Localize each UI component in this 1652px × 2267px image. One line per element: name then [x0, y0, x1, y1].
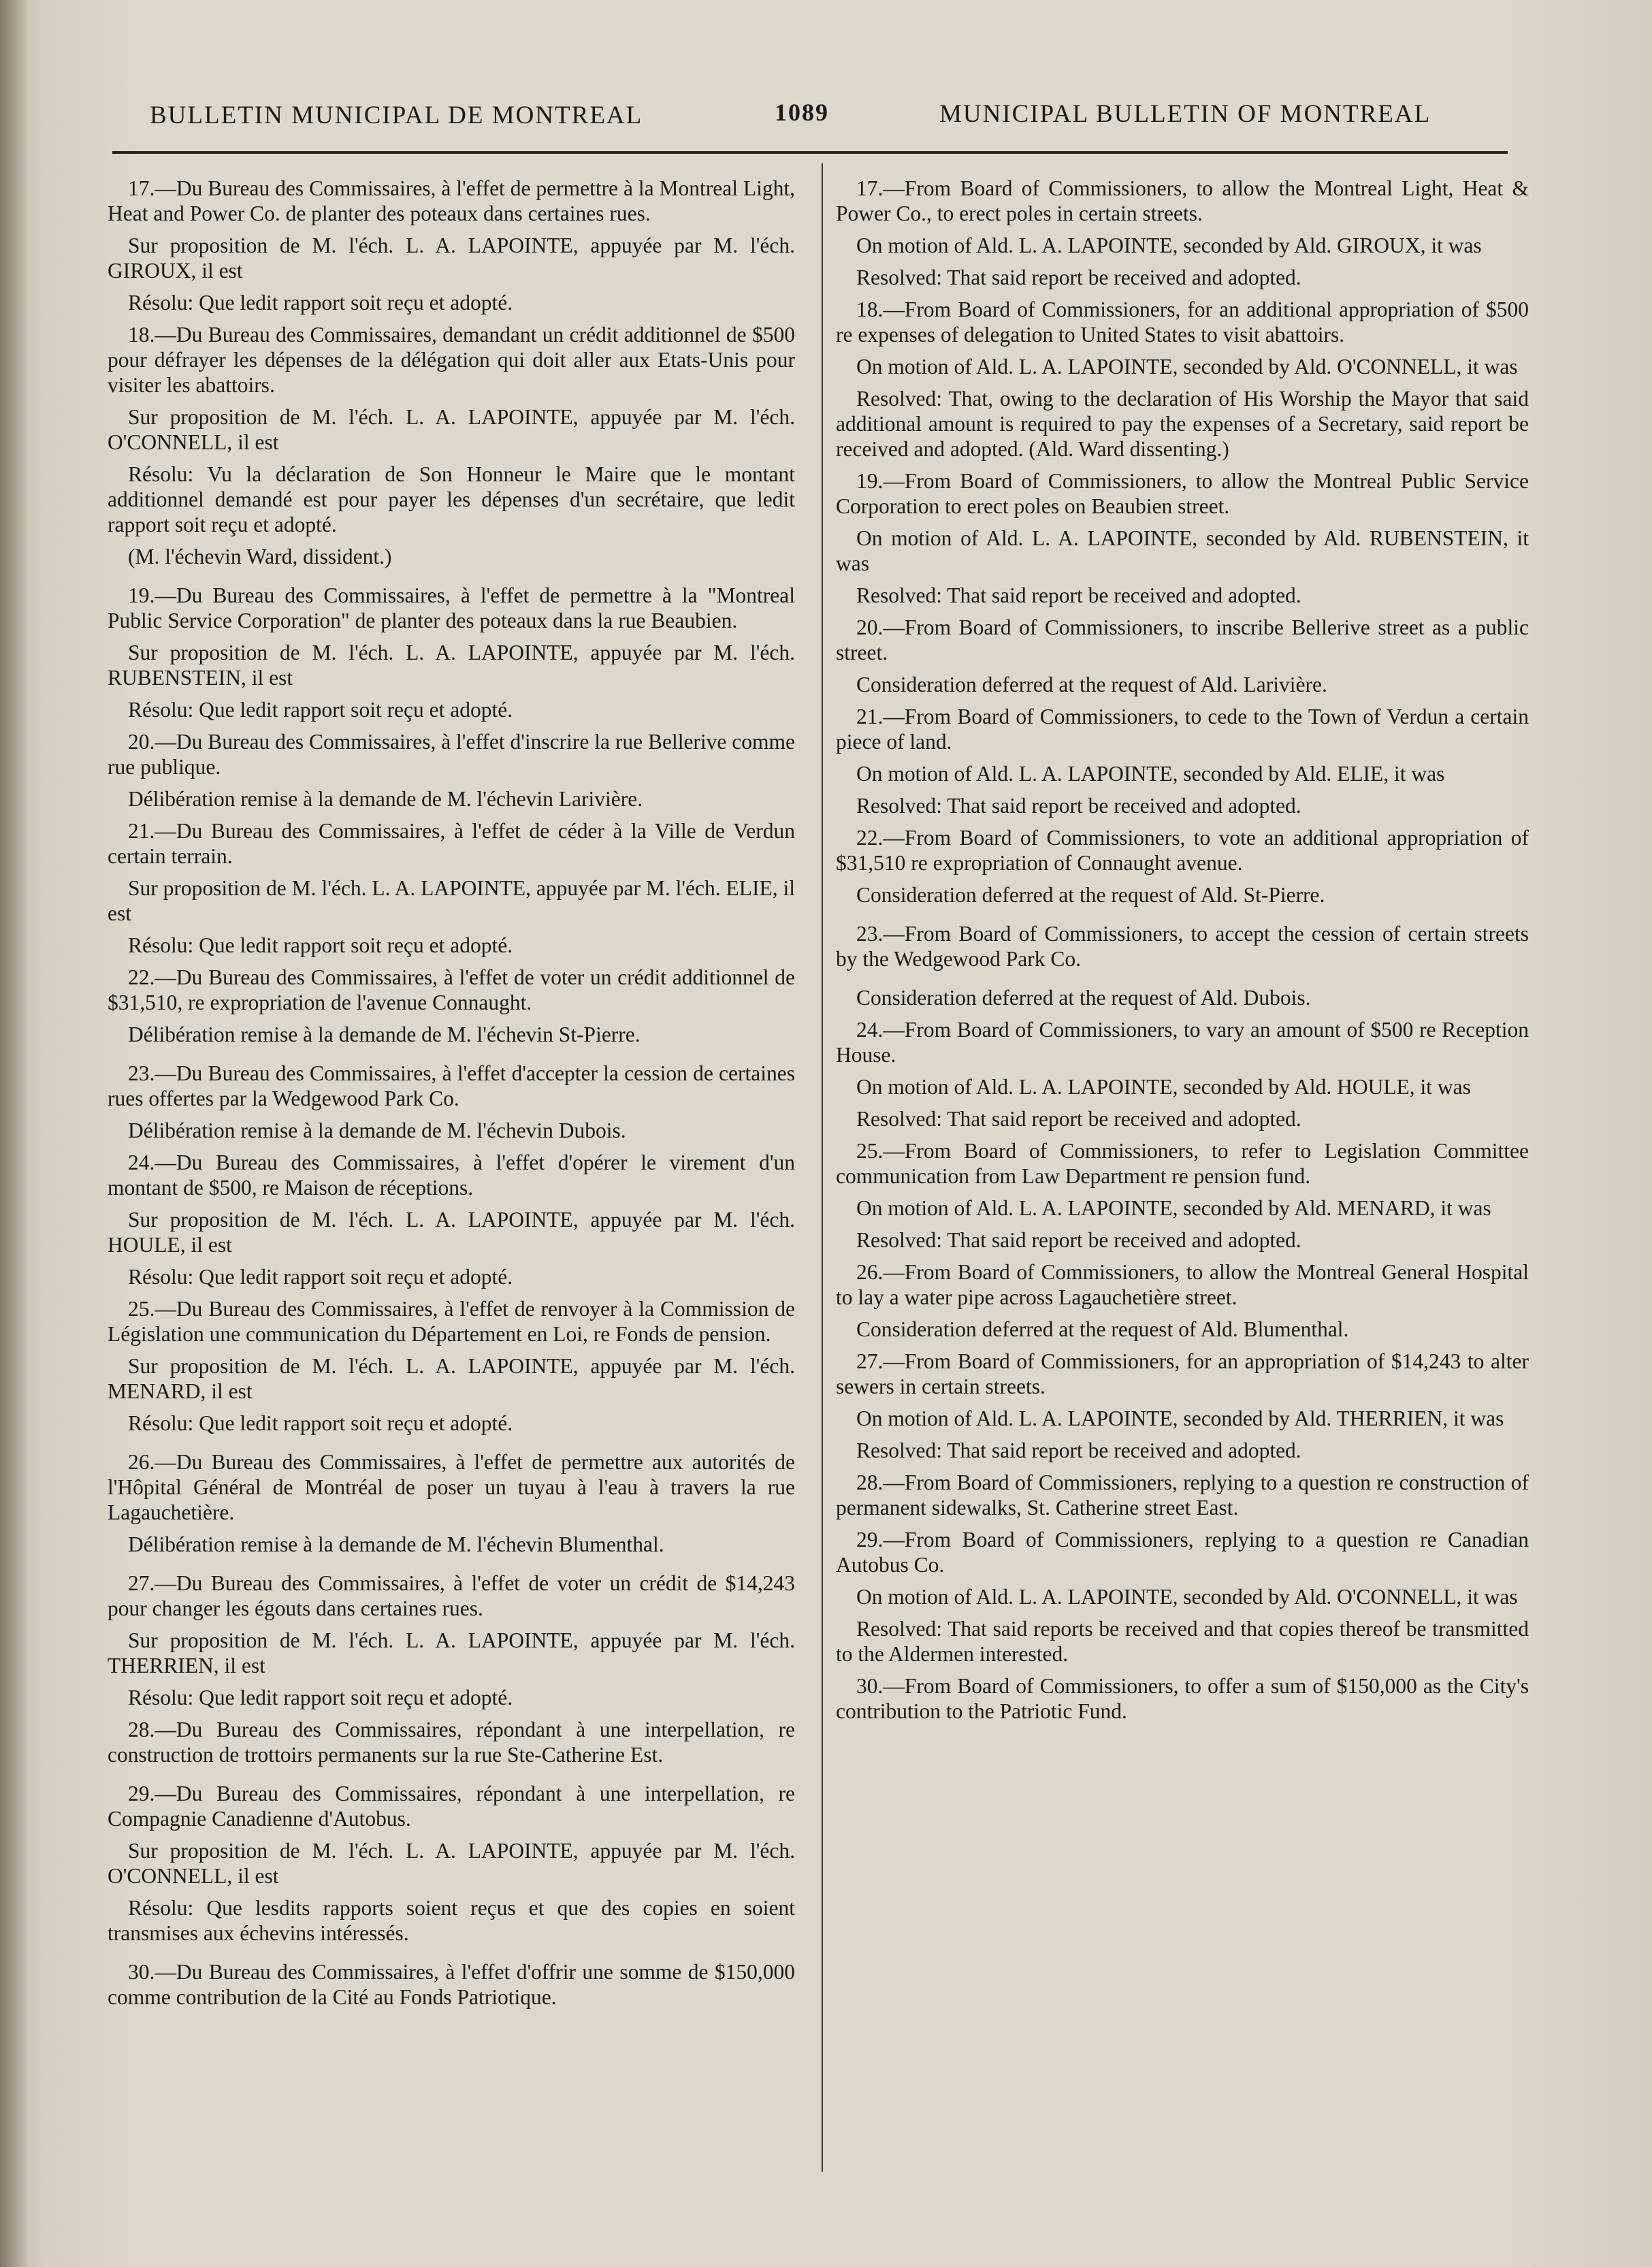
- paragraph: Sur proposition de M. l'éch. L. A. LAPOINTE, appuyée par M. l'éch. MENARD, il est: [108, 1354, 795, 1403]
- paragraph: Resolved: That said report be received and adopted.: [856, 1107, 1301, 1131]
- paragraph: Resolved: That, owing to the declaration of His Worship the Mayor that said additional amount is required to pay the expenses of a Secretary, said report be received and adopted. (Ald. Ward dissenting.): [836, 387, 1529, 461]
- paragraph: Résolu: Que lesdits rapports soient reçus et que des copies en soient transmises aux échevins intéressés.: [108, 1896, 795, 1945]
- running-header: [150, 94, 1511, 135]
- paragraph: Résolu: Que ledit rapport soit reçu et adopté.: [128, 1411, 513, 1435]
- french-column: [108, 176, 795, 2016]
- paragraph: 28.—From Board of Commissioners, replying to a question re construction of permanent sidewalks, St. Catherine street East.: [836, 1470, 1529, 1520]
- paragraph: Sur proposition de M. l'éch. L. A. LAPOINTE, appuyée par M. l'éch. O'CONNELL, il est: [108, 405, 795, 454]
- paragraph: 18.—Du Bureau des Commissaires, demandant un crédit additionnel de $500 pour défrayer les dépenses de la délégation qui doit aller aux Etats-Unis pour visiter les abattoirs.: [108, 323, 795, 397]
- column-divider: [822, 163, 823, 2172]
- paragraph: Sur proposition de M. l'éch. L. A. LAPOINTE, appuyée par M. l'éch. HOULE, il est: [108, 1208, 795, 1257]
- paragraph: 20.—From Board of Commissioners, to inscribe Bellerive street as a public street.: [836, 615, 1529, 664]
- paragraph: Délibération remise à la demande de M. l'échevin Blumenthal.: [128, 1532, 664, 1556]
- paragraph: Délibération remise à la demande de M. l'échevin Larivière.: [128, 787, 643, 811]
- paragraph: On motion of Ald. L. A. LAPOINTE, seconded by Ald. RUBENSTEIN, it was: [836, 526, 1529, 575]
- paragraph: Délibération remise à la demande de M. l'échevin St-Pierre.: [128, 1023, 641, 1046]
- paragraph: On motion of Ald. L. A. LAPOINTE, seconded by Ald. MENARD, it was: [856, 1196, 1491, 1220]
- paragraph: 17.—Du Bureau des Commissaires, à l'effet de permettre à la Montreal Light, Heat and Power Co. de planter des poteaux dans certaines rues.: [108, 176, 795, 225]
- paragraph: On motion of Ald. L. A. LAPOINTE, seconded by Ald. HOULE, it was: [856, 1075, 1471, 1099]
- paragraph: 21.—Du Bureau des Commissaires, à l'effet de céder à la Ville de Verdun certain terrain.: [108, 819, 795, 868]
- english-column: [836, 176, 1529, 1731]
- paragraph: 27.—From Board of Commissioners, for an appropriation of $14,243 to alter sewers in certain streets.: [836, 1349, 1529, 1398]
- paragraph: Sur proposition de M. l'éch. L. A. LAPOINTE, appuyée par M. l'éch. O'CONNELL, il est: [108, 1839, 795, 1888]
- paragraph: 26.—Du Bureau des Commissaires, à l'effet de permettre aux autorités de l'Hôpital Général de Montréal de poser un tuyau à l'eau à travers la rue Lagauchetière.: [108, 1450, 795, 1524]
- paragraph: 28.—Du Bureau des Commissaires, répondant à une interpellation, re construction de trottoirs permanents sur la rue Ste-Catherine Est.: [108, 1718, 795, 1767]
- paragraph: Résolu: Que ledit rapport soit reçu et adopté.: [128, 291, 513, 315]
- paragraph: 29.—Du Bureau des Commissaires, répondant à une interpellation, re Compagnie Canadienne d'Autobus.: [108, 1782, 795, 1831]
- binding-shadow: [0, 0, 27, 2267]
- paragraph: 24.—Du Bureau des Commissaires, à l'effet d'opérer le virement d'un montant de $500, re Maison de réceptions.: [108, 1151, 795, 1200]
- paragraph: Resolved: That said report be received and adopted.: [856, 1228, 1301, 1252]
- paragraph: 17.—From Board of Commissioners, to allow the Montreal Light, Heat & Power Co., to erect poles in certain streets.: [836, 176, 1529, 225]
- paragraph: Sur proposition de M. l'éch. L. A. LAPOINTE, appuyée par M. l'éch. THERRIEN, il est: [108, 1628, 795, 1677]
- paragraph: Résolu: Vu la déclaration de Son Honneur le Maire que le montant additionnel demandé est pour payer les dépenses d'un secrétaire, que ledit rapport soit reçu et adopté.: [108, 462, 795, 536]
- paragraph: Résolu: Que ledit rapport soit reçu et adopté.: [128, 1686, 513, 1709]
- paragraph: 25.—From Board of Commissioners, to refer to Legislation Committee communication from Law Department re pension fund.: [836, 1139, 1529, 1188]
- paragraph: Sur proposition de M. l'éch. L. A. LAPOINTE, appuyée par M. l'éch. GIROUX, il est: [108, 234, 795, 283]
- paragraph: Resolved: That said report be received and adopted.: [856, 266, 1301, 289]
- paragraph: On motion of Ald. L. A. LAPOINTE, seconded by Ald. ELIE, it was: [856, 762, 1445, 786]
- paragraph: 22.—Du Bureau des Commissaires, à l'effet de voter un crédit additionnel de $31,510, re expropriation de l'avenue Connaught.: [108, 965, 795, 1014]
- paragraph: 29.—From Board of Commissioners, replying to a question re Canadian Autobus Co.: [836, 1528, 1529, 1577]
- paragraph: Consideration deferred at the request of Ald. Dubois.: [856, 986, 1311, 1010]
- paragraph: Sur proposition de M. l'éch. L. A. LAPOINTE, appuyée par M. l'éch. ELIE, il est: [108, 876, 795, 925]
- paragraph: 30.—From Board of Commissioners, to offer a sum of $150,000 as the City's contribution to the Patriotic Fund.: [836, 1674, 1529, 1723]
- paragraph: 20.—Du Bureau des Commissaires, à l'effet d'inscrire la rue Bellerive comme rue publique.: [108, 730, 795, 779]
- paragraph: On motion of Ald. L. A. LAPOINTE, seconded by Ald. O'CONNELL, it was: [856, 355, 1518, 379]
- paragraph: (M. l'échevin Ward, dissident.): [128, 545, 392, 568]
- paragraph: Resolved: That said report be received and adopted.: [856, 794, 1301, 818]
- paragraph: Consideration deferred at the request of Ald. Larivière.: [856, 673, 1327, 696]
- paragraph: Résolu: Que ledit rapport soit reçu et adopté.: [128, 1265, 513, 1289]
- paragraph: Sur proposition de M. l'éch. L. A. LAPOINTE, appuyée par M. l'éch. RUBENSTEIN, il est: [108, 641, 795, 690]
- paragraph: 19.—From Board of Commissioners, to allow the Montreal Public Service Corporation to erect poles on Beaubien street.: [836, 469, 1529, 518]
- paragraph: 24.—From Board of Commissioners, to vary an amount of $500 re Reception House.: [836, 1018, 1529, 1067]
- paragraph: 27.—Du Bureau des Commissaires, à l'effet de voter un crédit de $14,243 pour changer les égouts dans certaines rues.: [108, 1571, 795, 1620]
- paragraph: Resolved: That said report be received and adopted.: [856, 583, 1301, 607]
- paragraph: 21.—From Board of Commissioners, to cede to the Town of Verdun a certain piece of land.: [836, 705, 1529, 754]
- paragraph: Resolved: That said report be received and adopted.: [856, 1438, 1301, 1462]
- paragraph: 23.—From Board of Commissioners, to accept the cession of certain streets by the Wedgewood Park Co.: [836, 922, 1529, 971]
- page-number: 1089: [775, 99, 829, 126]
- paragraph: Resolved: That said reports be received and that copies thereof be transmitted to the Aldermen interested.: [836, 1617, 1529, 1666]
- paragraph: Consideration deferred at the request of Ald. St-Pierre.: [856, 883, 1325, 907]
- paragraph: Résolu: Que ledit rapport soit reçu et adopté.: [128, 933, 513, 957]
- paragraph: On motion of Ald. L. A. LAPOINTE, seconded by Ald. O'CONNELL, it was: [856, 1585, 1518, 1609]
- paragraph: 23.—Du Bureau des Commissaires, à l'effet d'accepter la cession de certaines rues offertes par la Wedgewood Park Co.: [108, 1061, 795, 1110]
- paragraph: Résolu: Que ledit rapport soit reçu et adopté.: [128, 698, 513, 722]
- header-english-title: MUNICIPAL BULLETIN OF MONTREAL: [939, 100, 1431, 128]
- paragraph: 18.—From Board of Commissioners, for an additional appropriation of $500 re expenses of delegation to United States to visit abattoirs.: [836, 298, 1529, 347]
- paragraph: Délibération remise à la demande de M. l'échevin Dubois.: [128, 1119, 626, 1142]
- header-rule: [112, 151, 1508, 154]
- paragraph: 25.—Du Bureau des Commissaires, à l'effet de renvoyer à la Commission de Législation une communication du Département en Loi, re Fonds de pension.: [108, 1297, 795, 1346]
- paragraph: Consideration deferred at the request of Ald. Blumenthal.: [856, 1317, 1349, 1341]
- paragraph: 22.—From Board of Commissioners, to vote an additional appropriation of $31,510 re expropriation of Connaught avenue.: [836, 826, 1529, 875]
- paragraph: On motion of Ald. L. A. LAPOINTE, seconded by Ald. GIROUX, it was: [856, 234, 1482, 257]
- header-french-title: BULLETIN MUNICIPAL DE MONTREAL: [150, 101, 643, 129]
- paragraph: 26.—From Board of Commissioners, to allow the Montreal General Hospital to lay a water pipe across Lagauchetière street.: [836, 1260, 1529, 1309]
- paragraph: On motion of Ald. L. A. LAPOINTE, seconded by Ald. THERRIEN, it was: [856, 1406, 1504, 1430]
- paragraph: 19.—Du Bureau des Commissaires, à l'effet de permettre à la "Montreal Public Service Corporation" de planter des poteaux dans la rue Beaubien.: [108, 583, 795, 632]
- paragraph: 30.—Du Bureau des Commissaires, à l'effet d'offrir une somme de $150,000 comme contribution de la Cité au Fonds Patriotique.: [108, 1960, 795, 2009]
